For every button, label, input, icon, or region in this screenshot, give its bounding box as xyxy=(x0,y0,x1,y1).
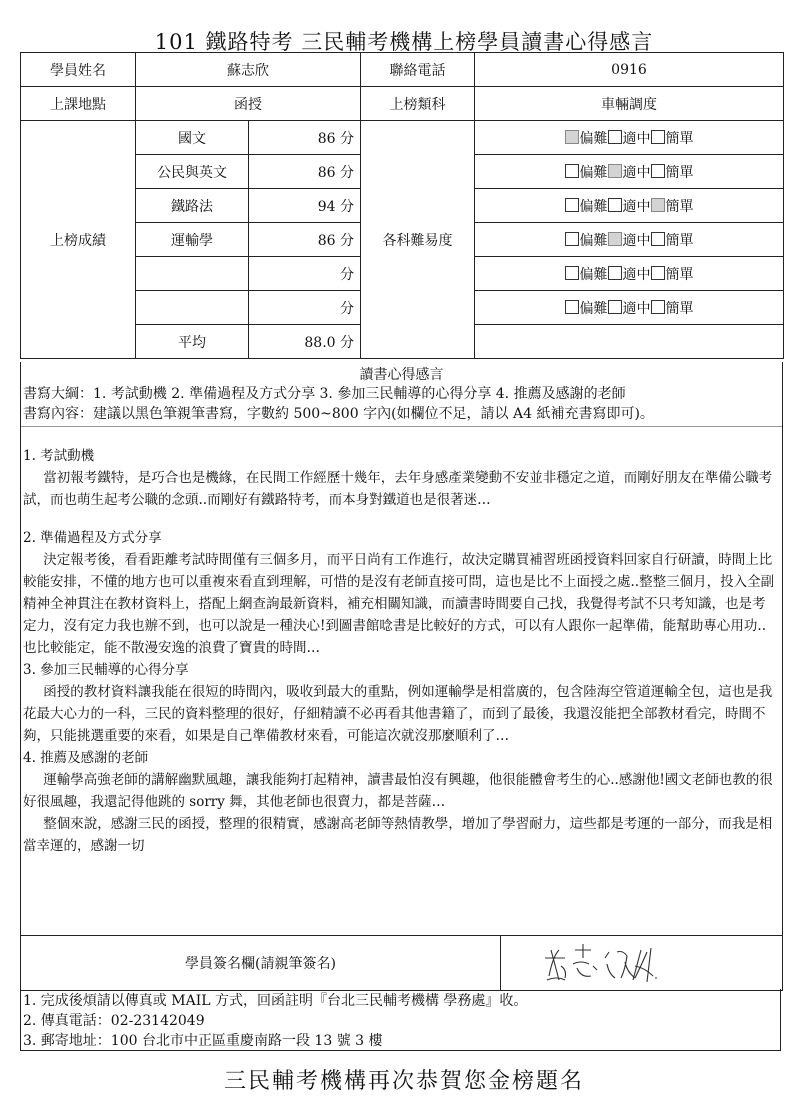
essay-section-title: 2. 準備過程及方式分享 xyxy=(23,530,162,546)
difficulty-option-label: 偏難 xyxy=(579,198,608,215)
subject-field[interactable]: 公民與英文 xyxy=(136,155,249,189)
phone-label: 聯絡電話 xyxy=(361,53,475,87)
difficulty-option-label: 適中 xyxy=(622,130,651,147)
name-label: 學員姓名 xyxy=(21,53,136,87)
difficulty-options xyxy=(475,257,784,291)
score-field[interactable] xyxy=(249,223,361,257)
difficulty-checkbox[interactable] xyxy=(565,300,579,314)
subject-field[interactable] xyxy=(136,257,249,291)
difficulty-option-label: 偏難 xyxy=(579,232,608,249)
essay-section xyxy=(20,362,783,936)
score-field[interactable] xyxy=(249,189,361,223)
difficulty-option-label: 偏難 xyxy=(579,266,608,283)
difficulty-checkbox[interactable] xyxy=(608,266,622,280)
score-field[interactable] xyxy=(249,291,361,325)
score-unit: 分 xyxy=(340,334,354,351)
difficulty-checkbox[interactable] xyxy=(565,198,579,212)
note-submit: 1. 完成後煩請以傳真或 MAIL 方式，回函註明『台北三民輔考機構 學務處』收。 xyxy=(23,993,528,1009)
score-rows xyxy=(21,121,784,359)
difficulty-option-label: 偏難 xyxy=(579,164,608,181)
difficulty-option-label: 簡單 xyxy=(665,130,694,147)
difficulty-checkbox[interactable] xyxy=(608,300,622,314)
difficulty-checkbox[interactable] xyxy=(565,266,579,280)
subject-field[interactable] xyxy=(136,291,249,325)
location-row xyxy=(21,87,784,121)
essay-section-title: 3. 參加三民輔導的心得分享 xyxy=(23,662,189,678)
average-field[interactable] xyxy=(249,325,361,359)
score-field[interactable] xyxy=(249,257,361,291)
difficulty-checkbox[interactable] xyxy=(651,198,665,212)
location-label: 上課地點 xyxy=(21,87,136,121)
average-label: 平均 xyxy=(136,325,249,359)
score-unit: 分 xyxy=(340,266,354,283)
essay-paragraph: 運輸學高強老師的講解幽默風趣，讓我能夠打起精神，讀書最怕沒有興趣，他很能體會考生的心..感謝他!國文老師也教的很好很風趣，我還記得他跳的 sorry 舞，其他老師也很賣力，都是菩薩… xyxy=(23,772,773,810)
average-value: 88.0 xyxy=(304,334,336,351)
difficulty-checkbox[interactable] xyxy=(651,232,665,246)
phone-field[interactable]: 0916 xyxy=(475,53,784,87)
difficulty-options xyxy=(475,223,784,257)
difficulty-checkbox[interactable] xyxy=(651,130,665,144)
student-info-form xyxy=(20,52,784,359)
name-field[interactable]: 蘇志欣 xyxy=(136,53,361,87)
difficulty-label: 各科難易度 xyxy=(361,121,475,359)
score-value: 86 xyxy=(317,164,336,181)
difficulty-checkbox[interactable] xyxy=(651,266,665,280)
essay-outline: 書寫大綱：1. 考試動機 2. 準備過程及方式分享 3. 參加三民輔導的心得分享 4. 推薦及感謝的老師 xyxy=(23,386,626,402)
footer-congratulations: 三民輔考機構再次恭賀您金榜題名 xyxy=(223,1069,584,1094)
score-field[interactable] xyxy=(249,121,361,155)
difficulty-options xyxy=(475,291,784,325)
difficulty-option-label: 適中 xyxy=(622,300,651,317)
subject-field[interactable]: 運輸學 xyxy=(136,223,249,257)
difficulty-options xyxy=(475,155,784,189)
difficulty-option-label: 適中 xyxy=(622,232,651,249)
score-unit: 分 xyxy=(340,130,354,147)
score-value: 86 xyxy=(317,232,336,249)
essay-section-title: 4. 推薦及感謝的老師 xyxy=(23,750,149,766)
essay-paragraph: 決定報考後，看看距離考試時間僅有三個多月，而平日尚有工作進行，故決定購買補習班函授資料回家自行研讀，時間上比較能安排，不懂的地方也可以重複來看直到理解，可惜的是沒有老師直接可問，這也是比不上面授之處..整整三個月，投入全副精神全神貫注在教材資料上，搭配上網查詢最新資料，補充相關知識，而讀書時間要自己找，我覺得考試不只考知識，也是考定力，沒有定力我也辦不到，也可以說是一種決心!到圖書館唸書是比較好的方式，可以有人跟你一起準備，能幫助專心用功..也比較能定，能不散漫安逸的浪費了寶貴的時間… xyxy=(23,552,775,656)
subject-field[interactable]: 國文 xyxy=(136,121,249,155)
difficulty-option-label: 適中 xyxy=(622,164,651,181)
location-field[interactable]: 函授 xyxy=(136,87,361,121)
category-label: 上榜類科 xyxy=(361,87,475,121)
essay-paragraph: 整個來說，感謝三民的函授，整理的很精實，感謝高老師等熱情教學，增加了學習耐力，這些都是考運的一部分，而我是相當幸運的，感謝一切 xyxy=(23,816,773,854)
difficulty-option-label: 簡單 xyxy=(665,232,694,249)
difficulty-checkbox[interactable] xyxy=(565,232,579,246)
difficulty-checkbox[interactable] xyxy=(608,130,622,144)
essay-instructions: 書寫內容：建議以黑色筆親筆書寫，字數約 500~800 字內(如欄位不足，請以 A4 紙補充書寫即可)。 xyxy=(23,406,654,422)
difficulty-checkbox[interactable] xyxy=(608,198,622,212)
difficulty-option-label: 偏難 xyxy=(579,300,608,317)
score-value: 94 xyxy=(317,198,336,215)
difficulty-checkbox[interactable] xyxy=(565,130,579,144)
score-unit: 分 xyxy=(340,232,354,249)
essay-paragraph: 函授的教材資料讓我能在很短的時間內，吸收到最大的重點，例如運輸學是相當廣的，包含陸海空管道運輸全包，這也是我花最大心力的一科，三民的資料整理的很好，仔細精讀不必再看其他書籍了，而到了最後，我還沒能把全部教材看完，時間不夠，只能挑選重要的來看，如果是自己準備教材來看，可能這次就沒那麼順利了… xyxy=(23,684,773,744)
signature-field[interactable] xyxy=(501,936,782,990)
score-unit: 分 xyxy=(340,164,354,181)
difficulty-option-label: 簡單 xyxy=(665,164,694,181)
score-unit: 分 xyxy=(340,300,354,317)
difficulty-options xyxy=(475,121,784,155)
name-row xyxy=(21,53,784,87)
difficulty-checkbox[interactable] xyxy=(651,300,665,314)
difficulty-option-label: 簡單 xyxy=(665,266,694,283)
score-field[interactable] xyxy=(249,155,361,189)
essay-paragraph: 當初報考鐵特，是巧合也是機緣，在民間工作經歷十幾年，去年身感產業變動不安並非穩定之道，而剛好朋友在準備公職考試，而也萌生起考公職的念頭..而剛好有鐵路特考，而本身對鐵道也是很著迷… xyxy=(23,470,773,508)
difficulty-checkbox[interactable] xyxy=(565,164,579,178)
scores-section-label: 上榜成績 xyxy=(21,121,136,359)
score-value: 86 xyxy=(317,130,336,147)
difficulty-option-label: 簡單 xyxy=(665,300,694,317)
divider xyxy=(21,426,782,427)
category-field[interactable]: 車輛調度 xyxy=(475,87,784,121)
essay-section-title: 1. 考試動機 xyxy=(23,448,95,464)
signature-row xyxy=(20,935,783,991)
note-fax: 2. 傳真電話：02-23142049 xyxy=(23,1013,205,1029)
essay-text-field[interactable] xyxy=(21,445,782,857)
score-unit: 分 xyxy=(340,198,354,215)
score-row xyxy=(21,121,784,155)
difficulty-checkbox[interactable] xyxy=(651,164,665,178)
subject-field[interactable]: 鐵路法 xyxy=(136,189,249,223)
difficulty-option-label: 簡單 xyxy=(665,198,694,215)
difficulty-option-label: 適中 xyxy=(622,198,651,215)
signature-label: 學員簽名欄(請親筆簽名) xyxy=(21,936,501,990)
difficulty-option-label: 偏難 xyxy=(579,130,608,147)
difficulty-options xyxy=(475,189,784,223)
note-address: 3. 郵寄地址：100 台北市中正區重慶南路一段 13 號 3 樓 xyxy=(23,1033,383,1049)
submission-notes xyxy=(20,989,781,1051)
page-title: 101 鐵路特考 三民輔考機構上榜學員讀書心得感言 xyxy=(154,30,654,54)
handwritten-signature xyxy=(501,936,782,990)
difficulty-checkbox[interactable] xyxy=(608,164,622,178)
difficulty-empty-cell xyxy=(475,325,784,359)
difficulty-option-label: 適中 xyxy=(622,266,651,283)
difficulty-checkbox[interactable] xyxy=(608,232,622,246)
essay-heading: 讀書心得感言 xyxy=(359,367,444,383)
